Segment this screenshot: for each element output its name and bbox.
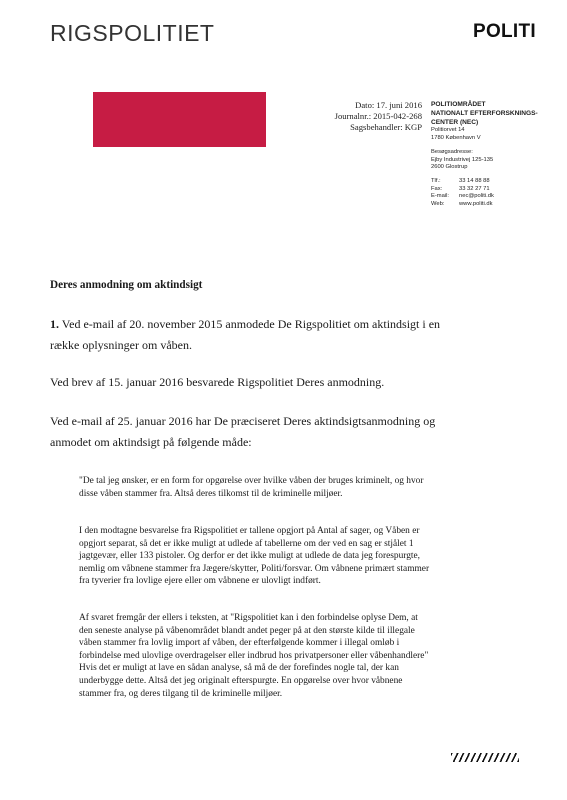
footer-stripe-mark [451,753,519,762]
visit-address-line: Ejby Industrivej 125-135 [431,156,494,163]
contact-value: 33 32 27 71 [459,185,490,192]
quoted-request-paragraph: I den modtagne besvarelse fra Rigspolitiet er tallene opgjort på Antal af sager, og Våben er opgjort separat, så det er ikke muligt at udlede af tabellerne om der ved en sag er stjålet 1 jagtgevær, eller 133 pistoler. Og derfor er det ikke muligt at udlede de data jeg forespurgte, nemlig om våbnene stammer fra Jægere/skytter, Politi/forsvar. Om våbnene primært stammer fra tyverier fra lovlige ejere eller om våbnene er ulovligt indført. [79,526,430,587]
postal-address-line: Politiorvet 14 [431,127,465,134]
contact-label: Web: [431,201,445,208]
document-meta [335,100,422,133]
sender-contact-block [431,101,567,209]
contact-row-fax [431,186,567,194]
paragraph-1-text: Ved e-mail af 20. november 2015 anmodede De Rigspolitiet om aktindsigt i en række oplysninger om våben. [50,317,441,352]
visit-address-line: Besøgsadresse: [431,148,473,155]
quoted-request-paragraph: "De tal jeg ønsker, er en form for opgørelse over hvilke våben der bruges kriminelt, og hvor disse våben stammer fra. Altså deres tilkomst til de kriminelle miljøer. [79,476,424,499]
unit-name-line: NATIONALT EFTERFORSKNINGS- [431,109,538,117]
contact-value: nec@politi.dk [459,193,494,200]
contact-label: Tlf.: [431,177,441,184]
contact-value: www.politi.dk [459,201,493,208]
brand-wordmark: RIGSPOLITIET [50,20,215,46]
unit-name-line: CENTER (NEC) [431,118,479,126]
meta-date: Dato: 17. juni 2016 [355,100,422,110]
contact-label: Fax: [431,185,443,192]
paragraph-1 [50,314,450,356]
paragraph-number: 1. [50,317,59,331]
politi-logo: POLITI [472,21,536,42]
contact-row-web [431,201,567,209]
postal-address-line: 1780 København V [431,135,481,142]
quoted-request-paragraph: Af svaret fremgår der ellers i teksten, at "Rigspolitiet kan i den forbindelse oplyse Dem, at den seneste analyse på våbenområdet blandt andet peger på at den største kilde til illegale våben stammer fra lovlig import af våben, der efterfølgende kommer i illegal omløb i forbindelse med ulovlige overdragelser eller indbrud hos privatpersoner eller våbenhandlere" Hvis det er muligt at lave en sådan analyse, så må de der forefindes nogle tal, der kan underbygge dette. Altså det jeg originalt efterspurgte. En opgørelse over hvor våbnene stammer fra, og deres tilgang til de kriminelle miljøer. [79,613,429,699]
meta-journal-number: Journalnr.: 2015-042-268 [334,111,422,121]
contact-row-phone [431,178,567,186]
contact-label: E-mail: [431,193,450,200]
meta-case-officer: Sagsbehandler: KGP [350,122,422,132]
paragraph-2: Ved brev af 15. januar 2016 besvarede Rigspolitiet Deres anmodning. [50,375,385,389]
unit-name-line: POLITIOMRÅDET [431,101,486,108]
paragraph-3: Ved e-mail af 25. januar 2016 har De præciseret Deres aktindsigtsanmodning og anmodet om aktindsigt på følgende måde: [50,414,436,449]
letter-subject: Deres anmodning om aktindsigt [50,279,203,291]
redacted-address-block [93,92,266,147]
contact-row-email [431,193,567,201]
contact-value: 33 14 88 88 [459,177,490,184]
visit-address-line: 2600 Glostrup [431,164,468,171]
